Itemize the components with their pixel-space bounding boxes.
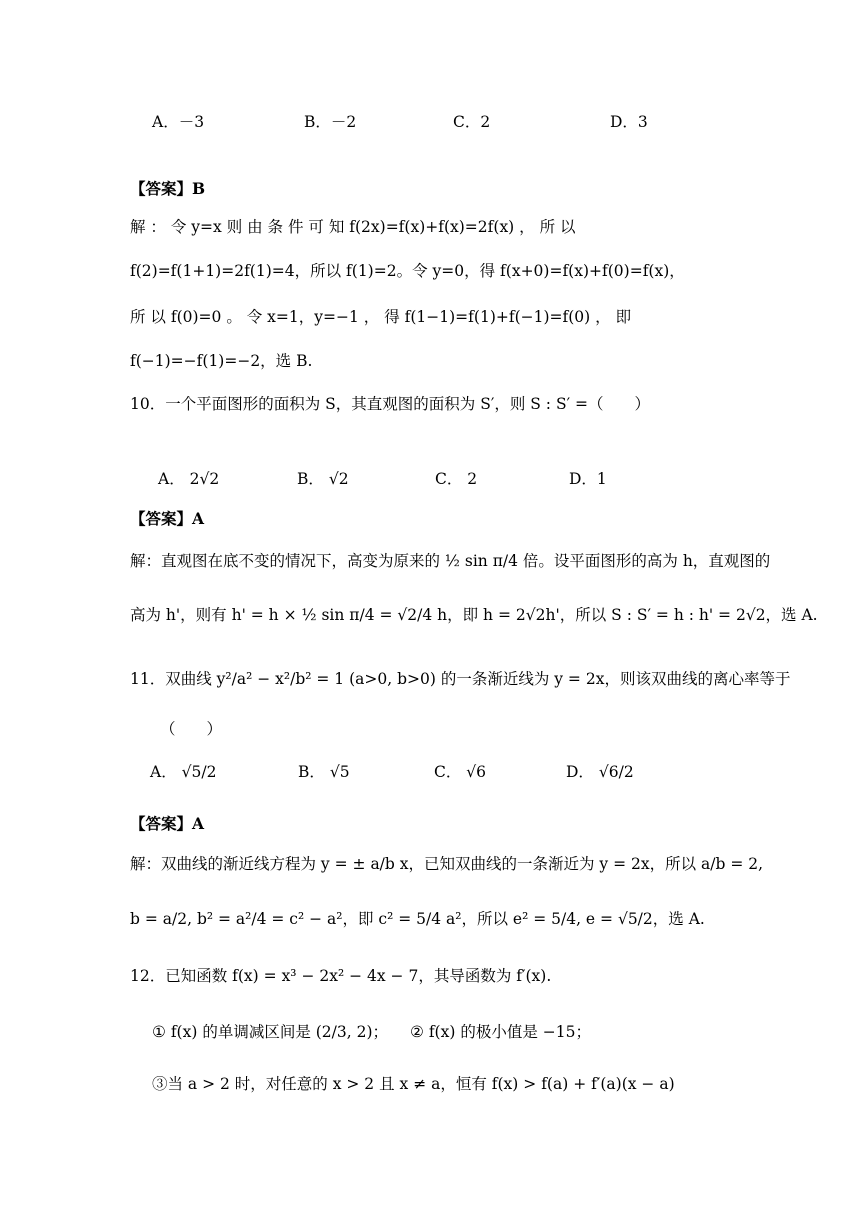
q11-option-a: A． √5/2 (150, 763, 217, 781)
q11-option-d: D． √6/2 (566, 763, 634, 781)
q11-solution-line-2: b = a/2, b² = a²/4 = c² − a²，即 c² = 5/4 a²，所以 e² = 5/4, e = √5/2，选 A. (130, 910, 705, 928)
q10-option-a: A． 2√2 (158, 470, 220, 488)
q12-item-2: ② f(x) 的极小值是 −15； (410, 1023, 591, 1041)
q10-solution-line-2: 高为 h'，则有 h' = h × ½ sin π/4 = √2/4 h，即 h = 2√2h'，所以 S : S′ = h : h' = 2√2，选 A. (130, 606, 818, 624)
q10-option-c: C． 2 (435, 470, 478, 488)
q11-stem: 11．双曲线 y²/a² − x²/b² = 1 (a>0, b>0) 的一条渐近线为 y = 2x，则该双曲线的离心率等于 (130, 670, 791, 688)
q11-paren: （ ） (160, 720, 223, 738)
q12-item-1: ① f(x) 的单调减区间是 (2/3, 2)； (152, 1023, 389, 1041)
q12-stem: 12．已知函数 f(x) = x³ − 2x² − 4x − 7，其导函数为 f′(x). (130, 967, 552, 985)
q9-solution-line-3: 所 以 f(0)=0 。 令 x=1，y=−1 ， 得 f(1−1)=f(1)+f(−1)=f(0) ， 即 (130, 308, 632, 326)
q10-solution-line-1: 解：直观图在底不变的情况下，高变为原来的 ½ sin π/4 倍。设平面图形的高为 h，直观图的 (130, 552, 771, 570)
q11-solution-line-1: 解：双曲线的渐近线方程为 y = ± a/b x，已知双曲线的一条渐近为 y = 2x，所以 a/b = 2, (130, 855, 764, 873)
q10-option-b: B． √2 (297, 470, 349, 488)
q9-solution-line-2: f(2)=f(1+1)=2f(1)=4，所以 f(1)=2。令 y=0，得 f(x+0)=f(x)+f(0)=f(x)， (130, 262, 685, 280)
q11-answer-tag: 【答案】A (130, 814, 205, 833)
q10-stem: 10．一个平面图形的面积为 S，其直观图的面积为 S′，则 S : S′ =（ ） (130, 395, 651, 413)
q9-solution-line-1: 解 ： 令 y=x 则 由 条 件 可 知 f(2x)=f(x)+f(x)=2f(x) ， 所 以 (130, 218, 576, 236)
q12-item-3: ③当 a > 2 时，对任意的 x > 2 且 x ≠ a，恒有 f(x) > f(a) + f′(a)(x − a) (152, 1075, 675, 1093)
q9-option-d: D．3 (610, 113, 648, 131)
q9-option-a: A．－3 (152, 113, 205, 131)
q9-answer-tag: 【答案】B (130, 179, 206, 198)
q9-option-b: B．－2 (304, 113, 357, 131)
q10-answer-tag: 【答案】A (130, 509, 205, 528)
q9-option-c: C．2 (453, 113, 491, 131)
q10-option-d: D．1 (569, 470, 607, 488)
q11-option-c: C． √6 (434, 763, 487, 781)
q11-option-b: B． √5 (298, 763, 350, 781)
q9-solution-line-4: f(−1)=−f(1)=−2，选 B. (130, 352, 313, 370)
